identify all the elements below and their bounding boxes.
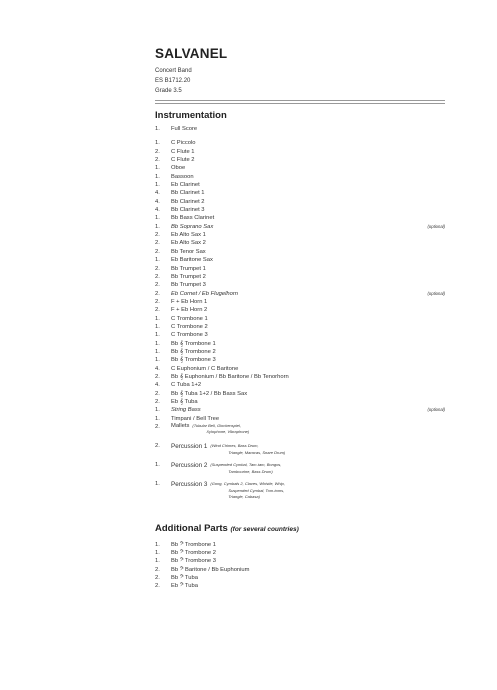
divider: [155, 103, 445, 104]
part-detail-line: (Wind Chimes, Bass Drum,: [210, 443, 259, 449]
part-count: 1.: [155, 357, 160, 364]
part-label: F + Eb Horn 2: [171, 307, 208, 314]
list-item: [155, 365, 445, 373]
part-label: Bb 𝄢 Trombone 2: [171, 549, 216, 556]
part-detail-line: (Tubular Bell, Glockenspiel,: [192, 423, 241, 429]
additional-parts-list: [155, 541, 445, 591]
part-label: C Tuba 1+2: [171, 382, 202, 389]
list-item: [155, 323, 445, 331]
part-label: Eb Baritone Sax: [171, 257, 213, 264]
part-label: Percussion 3: [171, 481, 208, 489]
meta-grade: Grade 3.5: [155, 88, 182, 94]
list-item: [155, 164, 445, 172]
part-count: 1.: [155, 415, 160, 422]
part-detail-line: Tambourine, Bass Drum): [228, 468, 273, 474]
part-count: 2.: [155, 424, 160, 431]
part-detail-line: Triangle, Cabasa): [228, 494, 260, 500]
part-count: 2.: [155, 240, 160, 247]
list-item: [155, 315, 445, 323]
part-label: Mallets: [171, 423, 190, 430]
list-item: [155, 462, 445, 475]
part-count: 1.: [155, 140, 160, 147]
part-label: Bb Clarinet 2: [171, 198, 205, 205]
part-detail-line: Xylophone, Vibraphone): [206, 428, 250, 434]
part-detail: [207, 443, 285, 456]
list-item: [155, 306, 445, 314]
part-count: 1.: [155, 541, 160, 548]
part-count: 2.: [155, 265, 160, 272]
optional-note: (optional): [427, 223, 445, 229]
part-label: Full Score: [171, 126, 198, 132]
list-item: [155, 298, 445, 306]
part-label: C Flute 2: [171, 157, 195, 164]
list-item: [155, 148, 445, 156]
list-item: [155, 406, 445, 414]
list-item: [155, 356, 445, 364]
list-item: [155, 206, 445, 214]
part-label: Percussion 1: [171, 443, 208, 451]
part-count: 1.: [155, 348, 160, 355]
part-label: Oboe: [171, 165, 186, 172]
part-label: C Flute 1: [171, 148, 195, 155]
part-count: 2.: [155, 574, 160, 581]
part-label: Bb Trumpet 1: [171, 265, 206, 272]
list-item: [155, 223, 445, 231]
part-label: Bb 𝄞 Euphonium / Bb Baritone / Bb Tenorhorn: [171, 373, 289, 380]
part-count: 2.: [155, 399, 160, 405]
list-item: [155, 582, 445, 590]
additional-parts-subtitle: (for several countries): [230, 525, 299, 533]
list-item: [155, 331, 445, 339]
part-count: 2.: [155, 298, 160, 305]
list-item: [155, 231, 445, 239]
part-count: 1.: [155, 462, 160, 469]
list-item: [155, 348, 445, 356]
part-label: Eb 𝄞 Tuba: [171, 399, 198, 405]
part-count: 1.: [155, 481, 160, 488]
part-detail-line: (Gong, Cymbals 2, Claves, Whistle, Whip,: [210, 481, 285, 487]
part-count: 4.: [155, 382, 160, 389]
document-page: [155, 46, 445, 591]
list-item: [155, 281, 445, 289]
meta-catalog-number: ES B1712.20: [155, 78, 191, 84]
part-label: Bb 𝄢 Tuba: [171, 574, 198, 581]
part-label: Bassoon: [171, 173, 194, 180]
part-label: Eb Cornet / Eb Flugelhorn: [171, 290, 239, 297]
list-item: [155, 125, 445, 133]
part-count: 1.: [155, 323, 160, 330]
list-item: [155, 139, 445, 147]
list-item: [155, 381, 445, 389]
divider: [155, 100, 445, 101]
part-count: 2.: [155, 157, 160, 164]
part-label: Bb Bass Clarinet: [171, 215, 215, 222]
list-item: [155, 541, 445, 549]
part-count: 1.: [155, 549, 160, 556]
list-item: [155, 290, 445, 298]
list-item: [155, 574, 445, 582]
list-item: [155, 557, 445, 565]
list-item: [155, 340, 445, 348]
list-item: [155, 443, 445, 456]
part-label: String Bass: [171, 407, 201, 414]
part-label: Bb 𝄢 Trombone 3: [171, 558, 216, 565]
part-count: 2.: [155, 282, 160, 289]
instrumentation-heading: Instrumentation: [155, 110, 227, 121]
parts-list: [155, 139, 445, 434]
part-label: Bb Trumpet 2: [171, 273, 206, 280]
part-label: C Trombone 3: [171, 332, 208, 339]
additional-parts-title: Additional Parts: [155, 522, 228, 534]
part-count: 4.: [155, 365, 160, 372]
part-count: 2.: [155, 307, 160, 314]
optional-note: (optional): [427, 290, 445, 296]
additional-parts-heading: [155, 523, 445, 534]
part-count: 2.: [155, 248, 160, 255]
part-count: 2.: [155, 373, 160, 380]
list-item: [155, 481, 445, 501]
part-label: Eb 𝄢 Tuba: [171, 583, 198, 590]
list-item: [155, 239, 445, 247]
part-detail: [207, 481, 284, 501]
list-item: [155, 273, 445, 281]
part-count: 1.: [155, 173, 160, 180]
list-item: [155, 373, 445, 381]
part-count: 4.: [155, 190, 160, 197]
part-label: Bb Tenor Sax: [171, 248, 206, 255]
part-count: 2.: [155, 566, 160, 573]
part-count: 2.: [155, 148, 160, 155]
part-detail-line: Triangle, Maracas, Snare Drum): [228, 449, 286, 455]
part-label: Bb Soprano Sax: [171, 223, 214, 230]
part-label: Percussion 2: [171, 462, 208, 470]
part-detail-line: (Suspended Cymbal, Tam-tam, Bongos,: [210, 462, 282, 468]
part-count: 2.: [155, 583, 160, 590]
list-item: [155, 214, 445, 222]
part-detail: [207, 462, 281, 475]
part-label: C Trombone 1: [171, 315, 208, 322]
list-item: [155, 173, 445, 181]
part-count: 1.: [155, 215, 160, 222]
meta-ensemble: Concert Band: [155, 68, 192, 74]
part-detail-line: Suspended Cymbal, Tom-toms,: [228, 487, 285, 493]
optional-note: (optional): [427, 407, 445, 413]
part-count: 2.: [155, 273, 160, 280]
part-count: 1.: [155, 257, 160, 264]
part-label: F + Eb Horn 1: [171, 298, 208, 305]
part-count: 4.: [155, 207, 160, 214]
part-label: C Piccolo: [171, 140, 196, 147]
part-count: 1.: [155, 407, 160, 414]
part-label: Eb Alto Sax 1: [171, 232, 206, 239]
part-count: 2.: [155, 390, 160, 397]
part-count: 1.: [155, 126, 160, 132]
part-count: 1.: [155, 340, 160, 347]
part-label: C Trombone 2: [171, 323, 208, 330]
part-count: 1.: [155, 223, 160, 230]
part-label: C Euphonium / C Baritone: [171, 365, 239, 372]
list-item: [155, 256, 445, 264]
list-item: [155, 265, 445, 273]
part-count: 2.: [155, 443, 160, 450]
part-count: 1.: [155, 315, 160, 322]
list-item: [155, 423, 445, 434]
part-label: Eb Alto Sax 2: [171, 240, 206, 247]
part-label: Bb 𝄞 Trombone 3: [171, 357, 216, 364]
part-label: Bb Clarinet 1: [171, 190, 205, 197]
list-item: [155, 198, 445, 206]
list-item: [155, 189, 445, 197]
part-label: Bb 𝄢 Trombone 1: [171, 541, 216, 548]
part-detail: [189, 423, 249, 434]
list-item: [155, 248, 445, 256]
part-label: Bb Clarinet 3: [171, 207, 205, 214]
list-item: [155, 390, 445, 398]
part-label: Bb 𝄞 Trombone 1: [171, 340, 216, 347]
part-label-group: [171, 423, 445, 434]
list-item: [155, 549, 445, 557]
list-item: [155, 398, 445, 406]
part-count: 1.: [155, 165, 160, 172]
part-count: 2.: [155, 290, 160, 297]
list-item: [155, 181, 445, 189]
part-count: 2.: [155, 232, 160, 239]
part-label: Timpani / Bell Tree: [171, 415, 220, 422]
part-count: 1.: [155, 332, 160, 339]
part-count: 4.: [155, 198, 160, 205]
list-item: [155, 415, 445, 423]
percussion-list: [155, 443, 445, 501]
list-item: [155, 566, 445, 574]
part-count: 1.: [155, 558, 160, 565]
part-label: Bb Trumpet 3: [171, 282, 206, 289]
part-label: Eb Clarinet: [171, 182, 200, 189]
part-label: Bb 𝄢 Baritone / Bb Euphonium: [171, 566, 250, 573]
list-item: [155, 156, 445, 164]
part-label: Bb 𝄞 Trombone 2: [171, 348, 216, 355]
piece-title: SALVANEL: [155, 46, 228, 61]
part-count: 1.: [155, 182, 160, 189]
part-label: Bb 𝄞 Tuba 1+2 / Bb Bass Sax: [171, 390, 248, 397]
